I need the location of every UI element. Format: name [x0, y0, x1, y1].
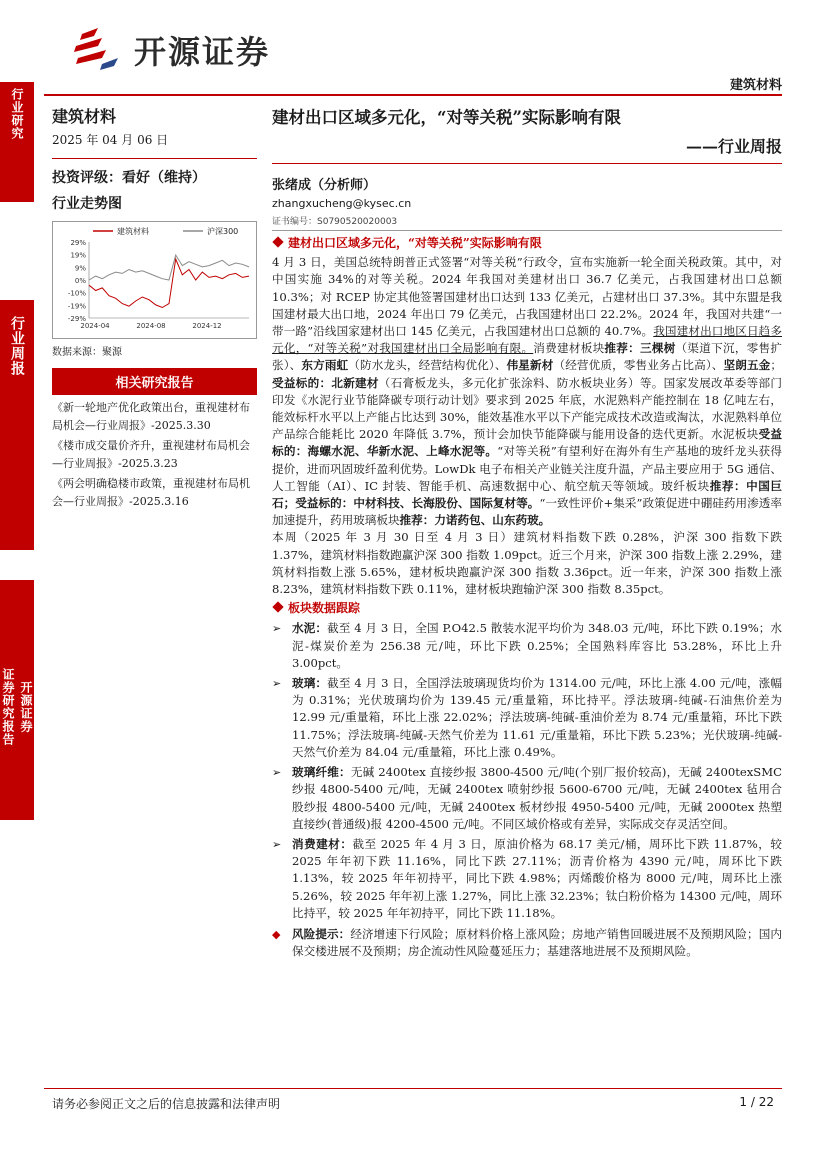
- text-run-bold: 伟星新材: [506, 358, 554, 373]
- related-report-item[interactable]: 《新一轮地产优化政策出台，重视建材布局机会—行业周报》-2025.3.30: [52, 401, 250, 432]
- text-run-bold: 东方雨虹: [301, 358, 349, 373]
- side-tab-research-label: 行业研究: [10, 88, 24, 140]
- legend-label: 沪深300: [207, 227, 239, 236]
- trend-chart-svg: [53, 222, 256, 338]
- report-title: 建材出口区域多元化，“对等关税”实际影响有限: [272, 108, 621, 127]
- summary-paragraph: [272, 254, 782, 529]
- y-tick-label: 9%: [74, 264, 86, 273]
- series-line: [89, 259, 249, 308]
- section-heading-text: 板块数据跟踪: [288, 601, 361, 616]
- data-bullet: [272, 836, 782, 922]
- text-run-bold: 推荐：三棵树: [604, 341, 676, 356]
- bullet-head: 玻璃：: [292, 676, 328, 691]
- bullet-body: 截至 4 月 3 日，全国 P.O42.5 散装水泥平均价为 348.03 元/吨，环比下跌 0.19%；水泥-煤炭价差为 256.38 元/吨，环比下跌 0.25%；全国熟料库容比 53.28%，环比上升 3.00pct。: [292, 621, 782, 670]
- section-heading: [272, 600, 782, 617]
- arrow-bullet-icon: ➢: [272, 677, 282, 691]
- legend-label: 建筑材料: [117, 227, 149, 236]
- arrow-bullet-icon: ➢: [272, 766, 282, 780]
- text-run-bold: 推荐：中国巨石；受益标的：中材科技、长海股份、国际复材等。: [272, 478, 782, 511]
- arrow-bullet-icon: ➢: [272, 622, 282, 636]
- related-report-item[interactable]: 《楼市成交量价齐升，重视建材布局机会—行业周报》-2025.3.23: [52, 439, 250, 470]
- investment-rating: 投资评级：看好（维持）: [52, 170, 206, 186]
- report-subtitle: ——行业周报: [685, 137, 782, 156]
- diamond-icon: [272, 602, 283, 613]
- side-tab-weekly: [0, 300, 34, 550]
- page-number: 1 / 22: [739, 1095, 774, 1109]
- analyst-cert: 证书编号：S0790520020003: [272, 217, 398, 227]
- y-tick-label: 19%: [70, 251, 86, 260]
- side-tab-weekly-label: 行业周报: [9, 316, 25, 376]
- text-run-bold: 受益标的：北新建材: [272, 375, 379, 390]
- risk-body: 经济增速下行风险；原材料价格上涨风险；房地产销售回暖进展不及预期风险；国内保交楼进展不及预期；房企流动性风险蔓延压力；基建落地进展不及预期风险。: [292, 926, 782, 959]
- related-reports-list: [52, 399, 257, 511]
- x-tick-label: 2024-12: [192, 322, 222, 330]
- analyst-name: 张绪成（分析师）: [272, 178, 377, 193]
- text-run: （渠道下沉，零售扩张）、: [272, 341, 782, 373]
- text-run: “一致性评价+集采”政策促进中硼硅药用渗透率加速提升，药用玻璃板块: [272, 496, 782, 528]
- y-tick-label: -10%: [67, 289, 86, 298]
- side-tab-brand: [0, 580, 34, 820]
- y-tick-label: 0%: [74, 277, 86, 285]
- left-column: [52, 104, 257, 513]
- text-run-underlined: 我国建材出口地区日趋多元化，“对等关税”对我国建材出口全局影响有限。: [272, 324, 782, 356]
- related-report-item[interactable]: 《两会明确稳楼市政策，重视建材布局机会—行业周报》-2025.3.16: [52, 477, 250, 508]
- arrow-bullet-icon: ➢: [272, 837, 282, 851]
- trend-chart: [52, 221, 257, 339]
- text-run: 等。国家发展改革委等部门印发《水泥行业节能降碳专项行动计划》要求到 2025 年底，水泥熟料产能控制在 18 亿吨左右，能效标杆水平以上产能占比达到 30%，能效基准水平以下产能完成技术改造或淘汰，水泥熟料单位产品综合能耗比 2020 年降低 3.7%，预计会加快节能降碳与能用设备的迭代更新。水泥板块: [272, 375, 782, 442]
- bullet-head: 水泥：: [292, 621, 328, 636]
- side-tab-brand-label-a: 开源证券: [19, 681, 33, 733]
- bullet-body: 截至 2025 年 4 月 3 日，原油价格为 68.17 美元/桶，周环比下跌 11.87%，较 2025 年年初下跌 11.16%，同比下跌 27.11%；沥青价格为 4390 元/吨，周环比下跌 1.13%，较 2025 年年初持平，同比下跌 4.98%；丙烯酸价格为 8000 元/吨，周环比上涨 5.26%，较 2025 年年初上涨 1.27%，同比上涨 32.23%；钛白粉价格为 14300 元/吨，周环比持平，较 2025 年年初持平，同比下跌 11.18%。: [292, 836, 782, 920]
- bullet-text: [292, 620, 782, 672]
- risk-note: [272, 926, 782, 960]
- data-bullet: [272, 675, 782, 761]
- risk-text: [292, 926, 782, 960]
- text-run-bold: 受益标的：海螺水泥、华新水泥、上峰水泥等。: [272, 427, 782, 459]
- report-date: 2025 年 04 月 06 日: [52, 133, 169, 147]
- text-run: （防水龙头，经营结构优化）、: [348, 358, 507, 373]
- y-tick-label: 29%: [70, 239, 86, 247]
- logo-icon: [72, 24, 124, 76]
- text-run: “对等关税”有望利好在海外有生产基地的玻纤龙头获得提价，进而巩固玻纤盈利优势。LowDk 电子布相关产业链关注度升温，产品主要应用于 5G 通信、人工智能（AI）、IC 封装、智能手机、高速数据中心、航空航天等领域。玻纤板块: [272, 444, 782, 493]
- industry-tag: 建筑材料: [729, 78, 782, 93]
- chart-source: 数据来源：聚源: [52, 347, 122, 358]
- series-line: [89, 255, 249, 280]
- section-heading: [272, 235, 782, 252]
- text-run: 消费建材板块: [533, 341, 605, 356]
- diamond-icon: ◆: [272, 927, 281, 941]
- text-run: （经营优质，零售业务占比高）、: [553, 358, 724, 373]
- bullet-body: 截至 4 月 3 日，全国浮法玻璃现货均价为 1314.00 元/吨，环比上涨 4.00 元/吨，涨幅为 0.31%；光伏玻璃均价为 139.45 元/重量箱，环比持平。浮法玻璃-纯碱-石油焦价差为 12.99 元/重量箱，环比上涨 22.02%；浮法玻璃-纯碱-重油价差为 8.74 元/重量箱，环比下跌 11.75%；浮法玻璃-纯碱-天然气价差为 11.61 元/重量箱，环比下跌 5.23%；光伏玻璃-纯碱-天然气价差为 84.04 元/重量箱，环比上涨 0.49%。: [292, 676, 782, 759]
- title-divider: [272, 163, 782, 164]
- cert-divider: [272, 230, 782, 231]
- bullet-text: [292, 764, 782, 833]
- bullet-text: [292, 675, 782, 761]
- text-run: ；: [770, 358, 782, 373]
- footer-disclaimer: 请务必参阅正文之后的信息披露和法律声明: [52, 1097, 281, 1111]
- diamond-icon: [272, 236, 283, 247]
- company-logo: [72, 24, 322, 76]
- footer-divider: [44, 1088, 782, 1089]
- related-reports-header: 相关研究报告: [52, 368, 257, 395]
- bullet-body: 无碱 2400tex 直接纱报 3800-4500 元/吨(个别厂报价较高)，无碱 2400texSMC 纱报 4800-5400 元/吨，无碱 2400tex 喷射纱报 5600-6700 元/吨，无碱 2400tex 毡用合股纱报 4800-5400 元/吨，无碱 2400tex 板材纱报 4950-5400 元/吨，无碱 2000tex 热塑直接纱(普通级)报 4200-4500 元/吨。不同区域价格或有差异，实际成交存灵活空间。: [292, 765, 782, 831]
- left-divider: [52, 158, 257, 159]
- section-heading-text: 建材出口区域多元化，“对等关税”实际影响有限: [288, 236, 542, 250]
- y-tick-label: -29%: [67, 315, 86, 323]
- industry-name: 建筑材料: [52, 107, 117, 126]
- x-tick-label: 2024-08: [136, 322, 166, 330]
- side-tab-brand-label-b: 证券研究报告: [1, 668, 15, 746]
- report-body: [272, 235, 782, 960]
- data-bullet: [272, 620, 782, 672]
- side-tab-research: [0, 82, 34, 202]
- risk-head: 风险提示：: [292, 926, 351, 941]
- logo-text: 开源证券: [134, 33, 271, 71]
- trend-title: 行业走势图: [52, 196, 122, 212]
- market-paragraph: 本周（2025 年 3 月 30 日至 4 月 3 日）建筑材料指数下跌 0.28%，沪深 300 指数下跌 1.37%，建筑材料指数跑赢沪深 300 指数 1.09pct。近三个月来，沪深 300 指数上涨 2.29%，建筑材料指数上涨 5.65%，建材板块跑赢沪深 300 指数 3.36pct。近一年来，沪深 300 指数上涨 8.23%，建筑材料指数下跌 0.11%，建材板块跑输沪深 300 指数 8.35pct。: [272, 530, 782, 597]
- bullet-head: 消费建材：: [292, 836, 353, 851]
- text-run-bold: 推荐：力诺药包、山东药玻。: [399, 513, 551, 528]
- x-tick-label: 2024-04: [80, 322, 110, 330]
- y-tick-label: -19%: [67, 302, 86, 311]
- text-run: （石膏板龙头，多元化扩张涂料、防水板块业务）: [378, 375, 640, 390]
- bullet-text: [292, 836, 782, 922]
- main-column: [272, 104, 782, 960]
- text-run-bold: 坚朗五金: [723, 358, 771, 373]
- data-bullet: [272, 764, 782, 833]
- text-run: 4 月 3 日，美国总统特朗普正式签署“对等关税”行政令，宣布实施新一轮全面关税政策。其中，对中国实施 34%的对等关税。2024 年我国对美建材出口 36.7 亿美元，占我国建材出口总额 10.3%；对 RCEP 协定其他签署国建材出口达到 133 亿美元，占建材出口 37.3%。其中东盟是我国建材最大出口地，2024 年出口 79 亿美元，占我国建材出口 22.2%。2024 年，我国对共建“一带一路”沿线国家建材出口 145 亿美元，占我国建材出口总额的 40.7%。: [272, 255, 782, 339]
- header-divider: [44, 94, 782, 96]
- analyst-email[interactable]: zhangxucheng@kysec.cn: [272, 197, 412, 210]
- bullet-head: 玻璃纤维：: [292, 765, 351, 780]
